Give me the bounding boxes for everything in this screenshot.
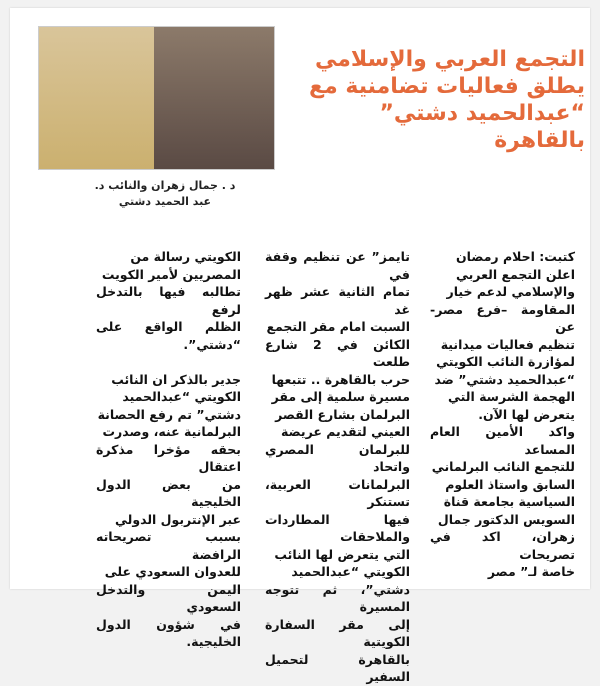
article-column-3: الكويتي رسالة من المصريين لأمير الكويت تطالبه فيها بالتدخل لرفع الظلم الواقع على “دشتي”. جدير بالذكر ان النائب الكويتي “عبدالحميد دشتي” تم رفع الحصانة البرلمانية عنه، وصدرت بحقه مؤخرا مذكرة اعتقال من بعض الدول الخليجية عبر الإنتربول الدولي بسبب تصريحاته الرافضة للعدوان السعودي على اليمن والتدخل السعودي في شؤون الدول الخليجية.: [96, 249, 241, 649]
newspaper-page: [10, 8, 590, 684]
headline: التجمع العربي والإسلامي يطلق فعاليات تضامنية مع “عبدالحميد دشتي” بالقاهرة: [309, 47, 585, 153]
article-column-2: تايمز” عن تنظيم وقفة في تمام الثانية عشر ظهر غد السبت امام مقر التجمع الكائن في 2 شارع طلعت حرب بالقاهرة .. تتبعها مسيرة سلمية إلى مقر البرلمان بشارع القصر العيني لتقديم عريضة للبرلمان المصري واتحاد البرلمانات العربية، تستنكر فيها المطاردات والملاحقات التي يتعرض لها النائب الكويتي “عبدالحميد دشتي”، ثم تتوجه المسيرة إلى مقر السفارة الكويتية بالقاهرة لتحميل السفير: [265, 249, 411, 684]
photo-person-left: [39, 27, 154, 169]
article-column-1: كتبت: احلام رمضان اعلن التجمع العربي والإسلامي لدعم خيار المقاومة –فرع مصر- عن تنظيم فعاليات ميدانية لمؤازرة النائب الكويتي “عبدالحميد دشتي” ضد الهجمة الشرسة التي يتعرض لها الآن. واكد الأمين العام المساعد للتجمع النائب البرلماني السابق واستاذ العلوم السياسية بجامعة قناة السويس الدكتور جمال زهران، اكد في تصريحات خاصة لـ” مصر: [430, 249, 575, 579]
news-photo: [38, 26, 275, 170]
photo-caption: د . جمال زهران والنائب د. عبد الحميد دشتي: [94, 179, 236, 208]
photo-person-right: [154, 27, 274, 169]
